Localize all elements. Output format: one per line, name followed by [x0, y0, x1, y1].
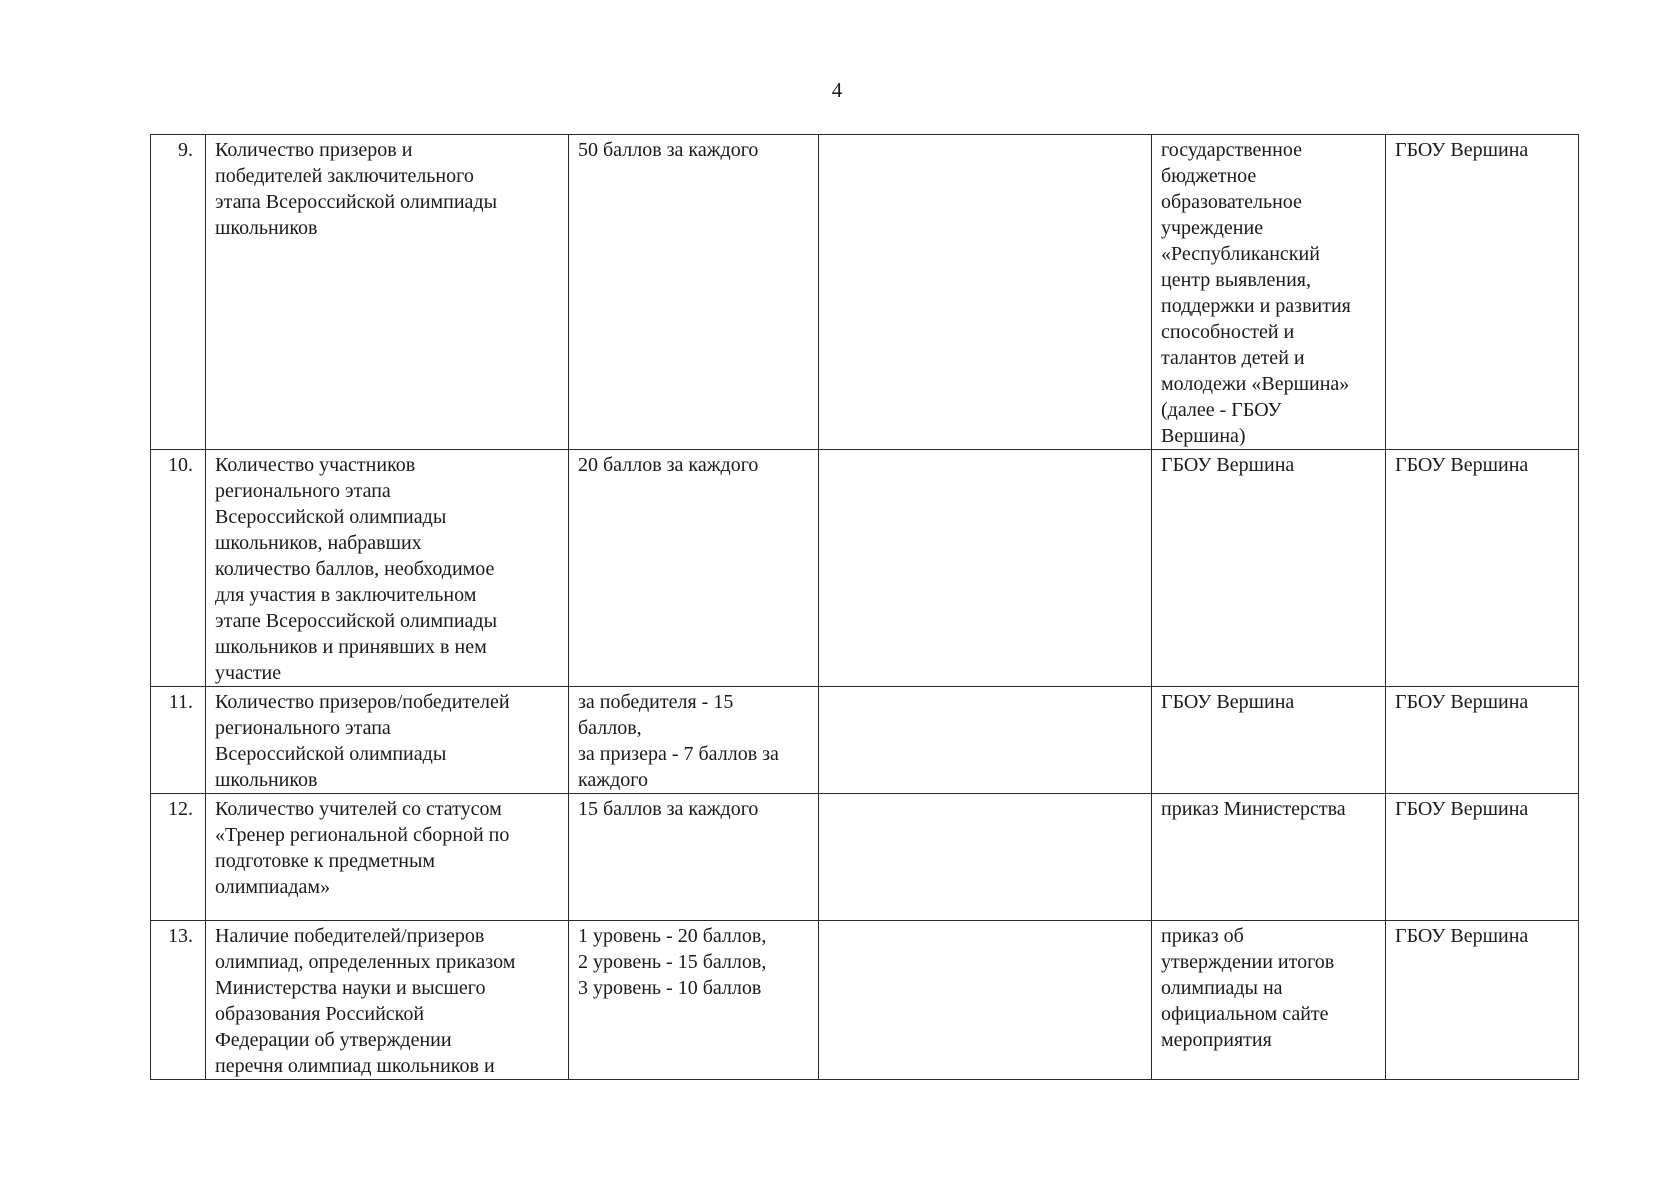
indicator-text: Количество участников регионального этапа Всероссийской олимпиады школьников, набравших количество баллов, необходимое для участия в заключительном этапе Всероссийской олимпиады школьников и принявших в нем участие [215, 454, 498, 684]
row-number-cell [151, 135, 206, 450]
table-row [151, 135, 1579, 450]
points-cell [569, 135, 819, 450]
indicator-cell [206, 794, 569, 921]
source-text: приказ Министерства [1161, 798, 1346, 820]
page-number: 4 [831, 78, 843, 102]
responsible-text: ГБОУ Вершина [1395, 454, 1529, 476]
points-cell [569, 687, 819, 794]
source-cell [1152, 450, 1386, 687]
source-cell [1152, 687, 1386, 794]
points-text: 15 баллов за каждого [578, 798, 759, 820]
source-cell [1152, 921, 1386, 1080]
row-number-cell [151, 687, 206, 794]
indicator-text: Количество призеров и победителей заключительного этапа Всероссийской олимпиады школьников [215, 139, 498, 239]
source-text: приказ об утверждении итогов олимпиады на официальном сайте мероприятия [1161, 925, 1335, 1051]
responsible-cell [1386, 687, 1579, 794]
table-row [151, 794, 1579, 921]
source-cell [1152, 794, 1386, 921]
responsible-cell [1386, 921, 1579, 1080]
responsible-text: ГБОУ Вершина [1395, 798, 1529, 820]
criteria-table [150, 134, 1579, 1080]
points-cell [569, 794, 819, 921]
extra-cell [819, 687, 1152, 794]
indicator-cell [206, 450, 569, 687]
extra-cell [819, 450, 1152, 687]
responsible-text: ГБОУ Вершина [1395, 139, 1529, 161]
extra-cell [819, 135, 1152, 450]
indicator-cell [206, 921, 569, 1080]
source-text: ГБОУ Вершина [1161, 691, 1295, 713]
indicator-text: Наличие победителей/призеров олимпиад, определенных приказом Министерства науки и высшего образования Российской Федерации об утверждении перечня олимпиад школьников и [215, 925, 516, 1077]
row-number: 13. [168, 925, 193, 947]
row-number-cell [151, 921, 206, 1080]
responsible-cell [1386, 135, 1579, 450]
row-number: 10. [168, 454, 193, 476]
extra-cell [819, 921, 1152, 1080]
points-text: за победителя - 15 баллов, за призера - 7 баллов за каждого [578, 691, 779, 791]
row-number: 11. [168, 691, 193, 713]
table-row [151, 921, 1579, 1080]
table-row [151, 687, 1579, 794]
indicator-cell [206, 135, 569, 450]
indicator-cell [206, 687, 569, 794]
responsible-text: ГБОУ Вершина [1395, 691, 1529, 713]
indicator-text: Количество призеров/победителей регионального этапа Всероссийской олимпиады школьников [215, 691, 510, 791]
points-text: 1 уровень - 20 баллов, 2 уровень - 15 баллов, 3 уровень - 10 баллов [578, 925, 767, 999]
source-text: ГБОУ Вершина [1161, 454, 1295, 476]
points-text: 20 баллов за каждого [578, 454, 759, 476]
points-text: 50 баллов за каждого [578, 139, 759, 161]
table-row [151, 450, 1579, 687]
indicator-text: Количество учителей со статусом «Тренер региональной сборной по подготовке к предметным олимпиадам» [215, 798, 510, 898]
row-number-cell [151, 450, 206, 687]
row-number: 9. [178, 139, 193, 161]
points-cell [569, 921, 819, 1080]
responsible-cell [1386, 450, 1579, 687]
extra-cell [819, 794, 1152, 921]
responsible-cell [1386, 794, 1579, 921]
source-cell [1152, 135, 1386, 450]
responsible-text: ГБОУ Вершина [1395, 925, 1529, 947]
row-number: 12. [168, 798, 193, 820]
points-cell [569, 450, 819, 687]
row-number-cell [151, 794, 206, 921]
source-text: государственное бюджетное образовательное учреждение «Республиканский центр выявления, поддержки и развития способностей и талантов детей и молодежи «Вершина» (далее - ГБОУ Вершина) [1161, 139, 1351, 447]
